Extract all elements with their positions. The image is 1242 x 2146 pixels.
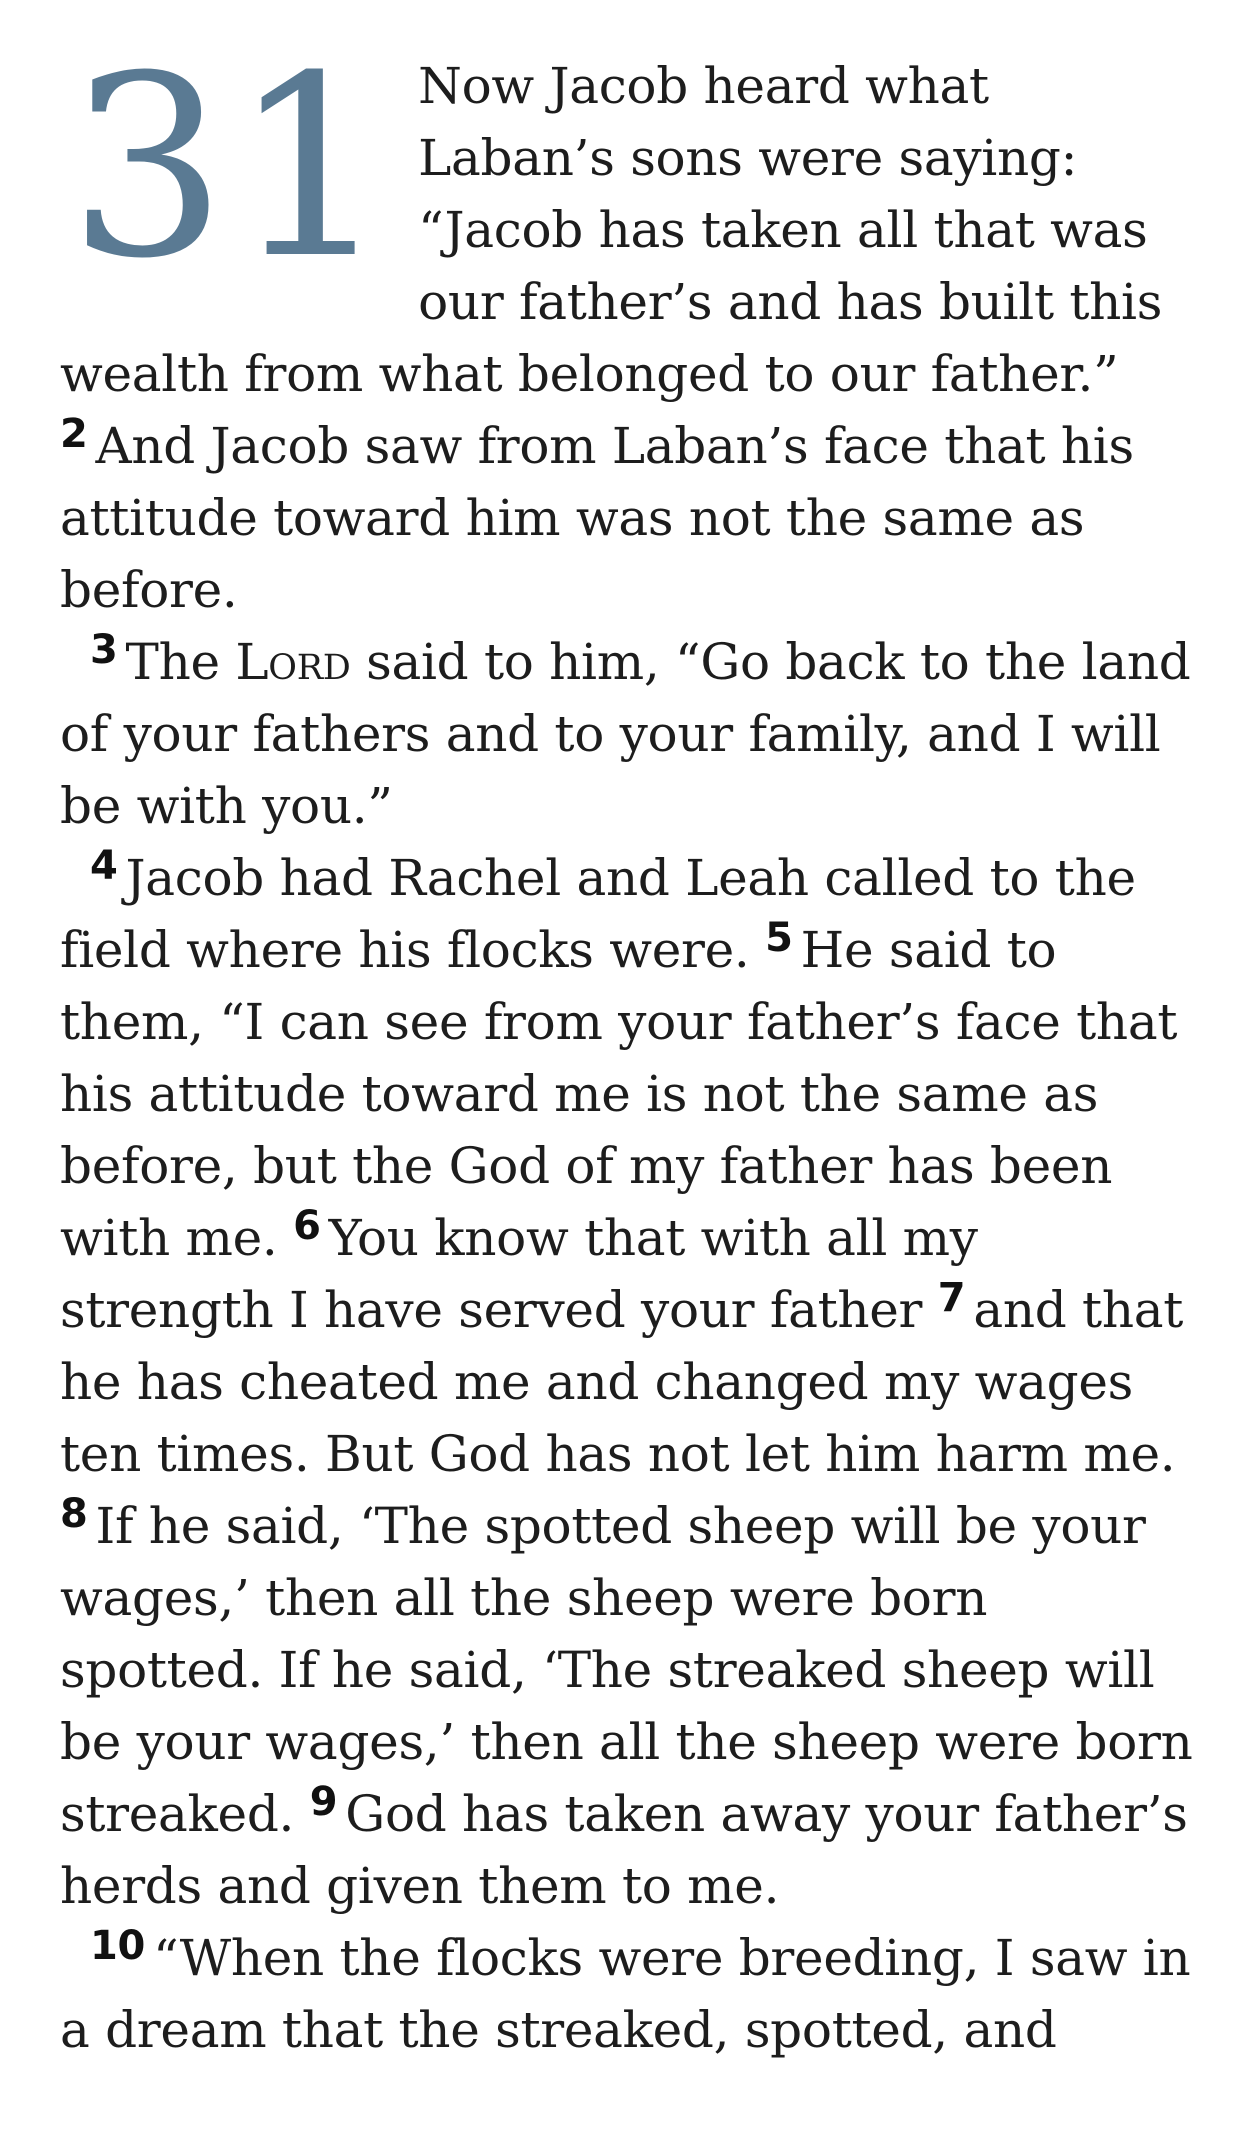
- divine-name: Lord: [235, 633, 351, 691]
- verse-text: If he said, ‘The spotted sheep will be your wages,’ then all the sheep were born spotted. If he said, ‘The streaked sheep will be your wages,’ then all the sheep were born streaked.: [60, 1497, 1193, 1843]
- verse-number: 5: [765, 915, 793, 961]
- verse-number: 8: [60, 1491, 88, 1537]
- verse-text: And Jacob saw from Laban’s face that his attitude toward him was not the same as before.: [60, 417, 1134, 619]
- paragraph-3: [60, 842, 1200, 1922]
- paragraph-2: [60, 626, 1200, 842]
- verse-text: God has taken away your father’s herds and given them to me.: [60, 1785, 1188, 1915]
- verse-text: “When the flocks were breeding, I saw in a dream that the streaked, spotted, and: [60, 1929, 1191, 2059]
- verse-text: Now Jacob heard what Laban’s sons were saying: “Jacob has taken all that was our father’s and has built this wealth from what belonged to our father.”: [60, 57, 1163, 403]
- verse-text: and that he has cheated me and changed my wages ten times. But God has not let him harm me.: [60, 1281, 1184, 1483]
- verse-number: 6: [293, 1203, 321, 1249]
- verse-number: 2: [60, 411, 88, 457]
- verse-text: You know that with all my strength I have served your father: [60, 1209, 978, 1339]
- chapter-text: [60, 22, 1200, 2066]
- verse-text: Jacob had Rachel and Leah called to the field where his flocks were.: [60, 849, 1136, 979]
- verse-number: 4: [90, 843, 118, 889]
- verse-text: He said to them, “I can see from your father’s face that his attitude toward me is not the same as before, but the God of my father has been with me.: [60, 921, 1178, 1267]
- verse-number: 3: [90, 627, 118, 673]
- verse-number: 9: [309, 1779, 338, 1825]
- paragraph-4: [60, 1922, 1200, 2066]
- verse-text: said to him, “Go back to the land of your fathers and to your family, and I will be with you.”: [60, 633, 1191, 835]
- verse-number: 10: [90, 1923, 146, 1969]
- verse-number: 7: [937, 1275, 966, 1321]
- chapter-number: 31: [68, 22, 395, 313]
- verse-text: The: [125, 633, 236, 691]
